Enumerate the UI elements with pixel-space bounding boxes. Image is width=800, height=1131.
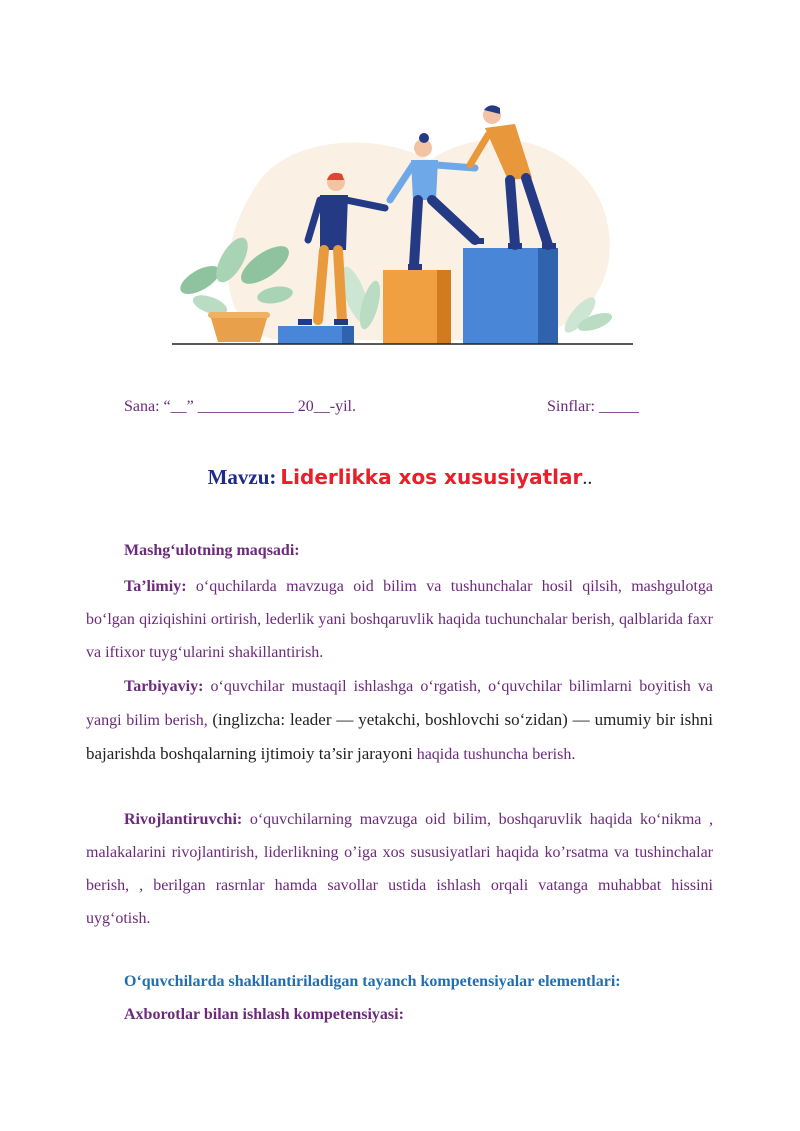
tarbiyaviy-paragraph xyxy=(86,670,713,771)
teamwork-illustration xyxy=(170,100,635,350)
rivoj-text: o‘quvchilarning mavzuga oid bilim, boshqaruvlik haqida ko‘nikma , malakalarini rivojlantirish, liderlikning o’iga xos sususiyatlari haqida ko’rsatma va tushinchalar berish, , berilgan rasrnlar hamda savollar ustida ishlash orqali vatanga muhabbat hissini uyg‘otish. xyxy=(86,811,713,927)
class-line: Sinflar: _____ xyxy=(547,398,639,415)
topic-suffix: .. xyxy=(582,467,593,489)
tarbiyaviy-text-1: o‘quvchilar mustaqil ishlashga o‘rgatish, o‘quvchilar bilimlarni boyitish va yangi bilim berish, xyxy=(86,678,713,729)
rivojlantiruvchi-paragraph xyxy=(86,803,713,935)
competencies-subheading: Axborotlar bilan ishlash kompetensiyasi: xyxy=(124,1006,404,1023)
talimiy-paragraph xyxy=(86,570,713,669)
tarbiyaviy-label: Tarbiyaviy: xyxy=(124,678,204,695)
talimiy-label: Ta’limiy: xyxy=(124,578,187,595)
rivoj-label: Rivojlantiruvchi: xyxy=(124,811,243,828)
step-block-tall xyxy=(463,248,558,344)
date-line: Sana: “__” ____________ 20__-yil. xyxy=(124,398,356,415)
competencies-heading: O‘quvchilarda shakllantiriladigan tayanch kompetensiyalar elementlari: xyxy=(124,973,621,990)
topic-title: Liderlikka xos xususiyatlar xyxy=(280,465,583,489)
goals-heading: Mashg‘ulotning maqsadi: xyxy=(124,542,300,559)
leader-definition: (inglizcha: leader — yetakchi, boshlovchi so‘zidan) — umumiy bir ishni bajarishda boshqalarning ijtimoiy ta’sir jarayoni xyxy=(86,710,713,763)
tarbiyaviy-text-2: haqida tushuncha berish. xyxy=(412,746,576,763)
step-block-medium xyxy=(383,270,451,344)
topic-label: Mavzu: xyxy=(207,465,277,489)
talimiy-text: o‘quchilarda mavzuga oid bilim va tushunchalar hosil qilsih, mashgulotga bo‘lgan qiziqishini ortirish, lederlik yani boshqaruvlik haqida tuchunchalar berish, qalblarida faxr va iftixor tuyg‘ularini shakillantirish. xyxy=(86,578,713,661)
step-block-small xyxy=(278,326,354,344)
topic-line xyxy=(0,465,800,490)
